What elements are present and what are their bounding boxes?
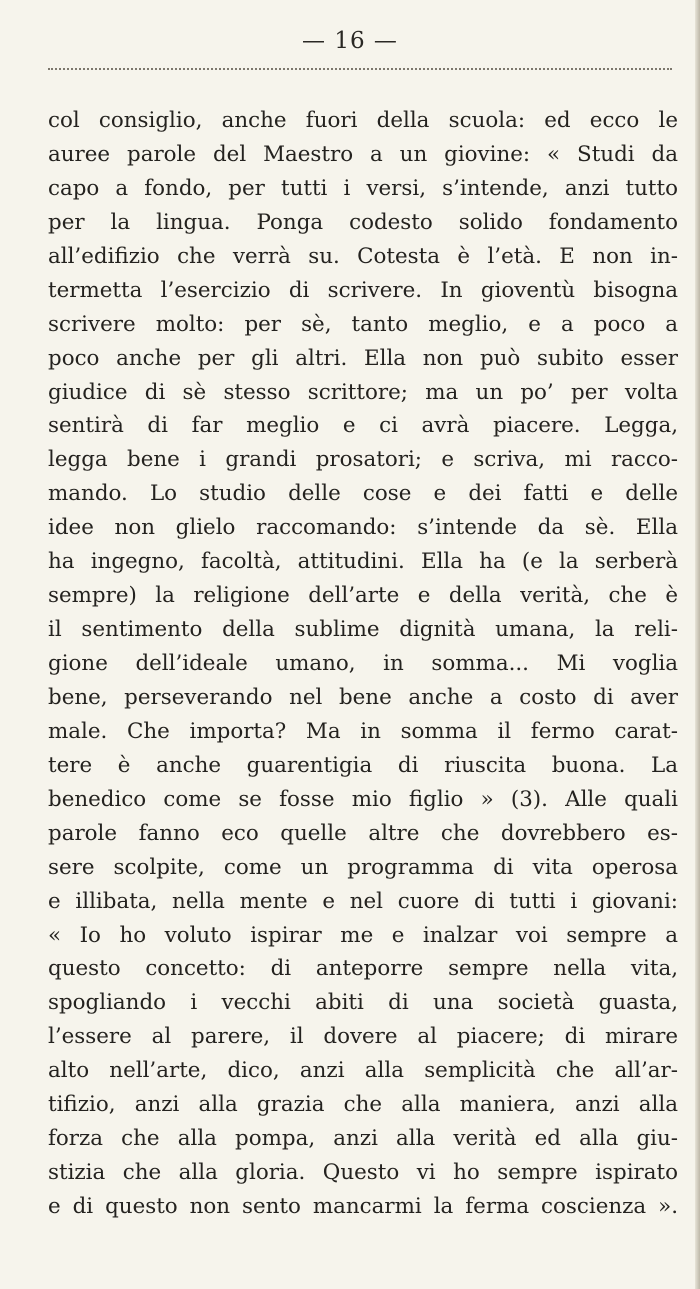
text-line: sere scolpite, come un programma di vita operosa — [48, 854, 678, 880]
text-line: male. Che importa? Ma in somma il fermo carat- — [48, 718, 678, 744]
text-line: benedico come se fosse mio figlio » (3). Alle quali — [48, 786, 678, 812]
text-line: tere è anche guarentigia di riuscita buona. La — [48, 752, 678, 778]
text-line: gione dell’ideale umano, in somma... Mi voglia — [48, 651, 678, 676]
text-line: idee non glielo raccomando: s’intende da sè. Ella — [48, 515, 678, 541]
text-line: capo a fondo, per tutti i versi, s’intende, anzi tutto — [48, 175, 678, 201]
text-line: mando. Lo studio delle cose e dei fatti e delle — [48, 481, 678, 507]
text-line: auree parole del Maestro a un giovine: « Studi da — [48, 141, 678, 167]
text-line: scrivere molto: per sè, tanto meglio, e a poco a — [48, 311, 678, 337]
text-line: parole fanno eco quelle altre che dovrebbero es- — [48, 820, 678, 846]
text-line: bene, perseverando nel bene anche a costo di aver — [48, 684, 678, 710]
text-line: l’essere al parere, il dovere al piacere; di mirare — [48, 1024, 678, 1050]
text-line: per la lingua. Ponga codesto solido fondamento — [48, 209, 678, 235]
text-line: il sentimento della sublime dignità umana, la reli- — [48, 617, 678, 643]
text-line: ha ingegno, facoltà, attitudini. Ella ha (e la serberà — [48, 549, 678, 575]
text-line: « Io ho voluto ispirar me e inalzar voi sempre a — [48, 922, 678, 948]
text-line: col consiglio, anche fuori della scuola: ed ecco le — [48, 108, 678, 133]
page-number: — 16 — — [302, 28, 398, 54]
text-line: e di questo non sento mancarmi la ferma coscienza ». — [48, 1194, 678, 1219]
page-edge-shadow — [695, 0, 700, 1289]
text-line: sempre) la religione dell’arte e della verità, che è — [48, 583, 678, 609]
text-line: all’edifizio che verrà su. Cotesta è l’età. E non in- — [48, 243, 678, 269]
body-text — [48, 104, 678, 1224]
text-line: tifizio, anzi alla grazia che alla maniera, anzi alla — [48, 1092, 678, 1118]
text-line: poco anche per gli altri. Ella non può subito esser — [48, 345, 678, 371]
text-line: termetta l’esercizio di scrivere. In gioventù bisogna — [48, 277, 678, 303]
text-line: giudice di sè stesso scrittore; ma un po’ per volta — [48, 379, 678, 405]
text-line: alto nell’arte, dico, anzi alla semplicità che all’ar- — [48, 1058, 678, 1084]
text-line: stizia che alla gloria. Questo vi ho sempre ispirato — [48, 1160, 678, 1186]
text-line: sentirà di far meglio e ci avrà piacere. Legga, — [48, 413, 678, 439]
text-line: e illibata, nella mente e nel cuore di tutti i giovani: — [48, 888, 678, 914]
text-line: legga bene i grandi prosatori; e scriva, mi racco- — [48, 447, 678, 473]
header-dotted-rule — [48, 68, 672, 70]
text-line: questo concetto: di anteporre sempre nella vita, — [48, 956, 678, 982]
text-line: forza che alla pompa, anzi alla verità ed alla giu- — [48, 1126, 678, 1152]
text-line: spogliando i vecchi abiti di una società guasta, — [48, 990, 678, 1016]
